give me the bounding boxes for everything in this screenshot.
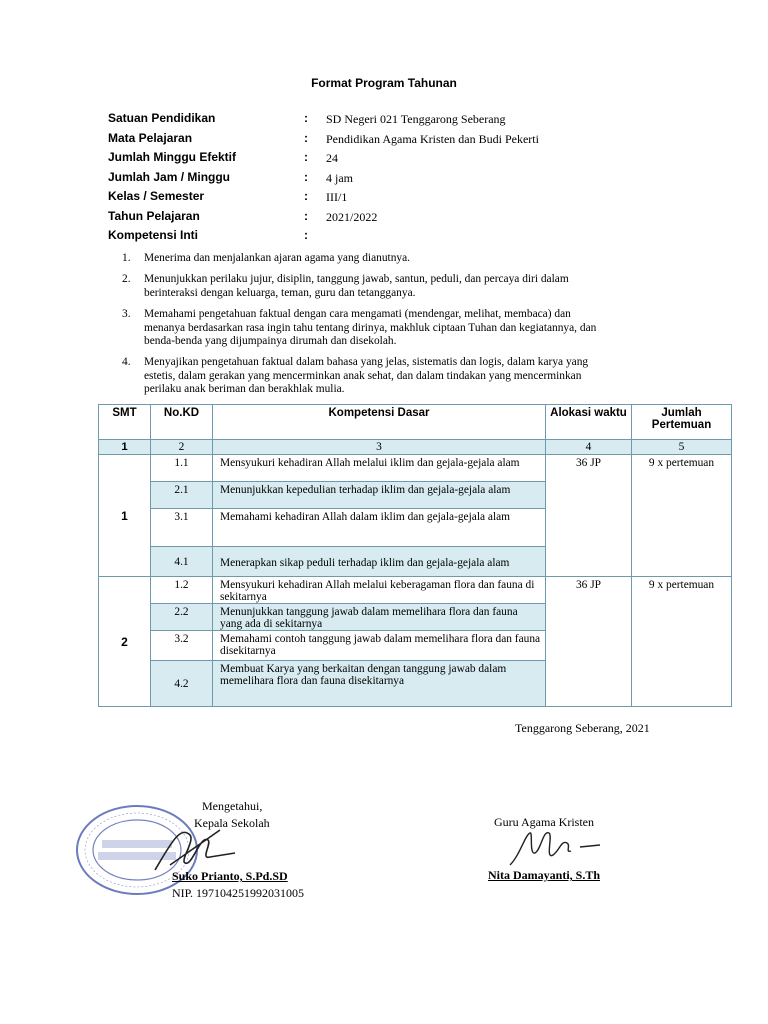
teacher-signature-block — [488, 814, 600, 884]
header-nokd: No.KD — [151, 405, 213, 440]
info-colon: : — [304, 228, 308, 242]
info-row-jam — [108, 170, 628, 190]
table-row — [99, 577, 732, 604]
kd-text: Menunjukkan tanggung jawab dalam memelihara flora dan fauna yang ada di sekitarnya — [213, 604, 546, 631]
kd-number: 3.1 — [151, 509, 213, 547]
kd-number: 3.2 — [151, 631, 213, 661]
kd-text: Memahami contoh tanggung jawab dalam memelihara flora dan fauna disekitarnya — [213, 631, 546, 661]
ki-number: 3. — [122, 308, 131, 321]
column-number-row — [99, 440, 732, 455]
kd-number: 1.1 — [151, 455, 213, 482]
ki-number: 2. — [122, 273, 131, 286]
info-value: III/1 — [326, 190, 348, 204]
info-row-satuan — [108, 111, 628, 131]
principal-signature-block — [172, 798, 304, 902]
kd-number: 2.1 — [151, 482, 213, 509]
teacher-name: Nita Damayanti, S.Th — [488, 868, 601, 882]
info-value: 24 — [326, 151, 338, 165]
info-row-tahun — [108, 209, 628, 229]
column-number: 2 — [151, 440, 213, 455]
header-kompetensi-dasar: Kompetensi Dasar — [213, 405, 546, 440]
info-label: Mata Pelajaran — [108, 130, 193, 145]
ki-item — [122, 356, 602, 396]
ki-item — [122, 273, 602, 300]
alokasi-cell: 36 JP — [546, 455, 632, 577]
column-number: 4 — [546, 440, 632, 455]
info-label: Jumlah Minggu Efektif — [108, 150, 237, 164]
header-smt: SMT — [99, 405, 151, 440]
kd-number: 4.2 — [151, 661, 213, 707]
kd-text: Mensyukuri kehadiran Allah melalui keberagaman flora dan fauna di sekitarnya — [213, 577, 546, 604]
info-colon: : — [304, 111, 308, 125]
kd-number: 4.1 — [151, 547, 213, 577]
acknowledged-label: Mengetahui, — [202, 799, 263, 813]
info-label: Tahun Pelajaran — [108, 208, 200, 223]
info-colon: : — [304, 150, 308, 164]
column-number: 5 — [632, 440, 732, 455]
table-header-row — [99, 405, 732, 440]
semester-cell: 1 — [99, 455, 151, 577]
info-colon: : — [304, 169, 308, 184]
ki-text: Menyajikan pengetahuan faktual dalam bahasa yang jelas, sistematis dan logis, dalam karya yang estetis, dalam gerakan yang mencerminkan anak sehat, dan dalam tindakan yang mencerminkan perilaku anak beriman dan berakhlak mulia. — [144, 356, 589, 396]
column-number: 1 — [99, 440, 151, 455]
column-number: 3 — [213, 440, 546, 455]
info-value: 4 jam — [326, 170, 353, 185]
header-pertemuan: Jumlah Pertemuan — [632, 405, 732, 440]
header-alokasi: Alokasi waktu — [546, 405, 632, 440]
ki-text: Menerima dan menjalankan ajaran agama yang dianutnya. — [144, 252, 410, 264]
kd-text: Menerapkan sikap peduli terhadap iklim dan gejala-gejala alam — [213, 547, 546, 577]
info-colon: : — [304, 208, 308, 223]
semester-cell: 2 — [99, 577, 151, 707]
document-title: Format Program Tahunan — [311, 76, 457, 90]
info-value: SD Negeri 021 Tenggarong Seberang — [326, 112, 506, 126]
kd-text: Membuat Karya yang berkaitan dengan tanggung jawab dalam memelihara flora dan fauna disekitarnya — [213, 661, 546, 707]
ki-item — [122, 308, 602, 348]
info-row-minggu — [108, 150, 628, 170]
kd-text: Memahami kehadiran Allah dalam iklim dan gejala-gejala alam — [213, 509, 546, 547]
pertemuan-cell: 9 x pertemuan — [632, 455, 732, 577]
ki-text: Menunjukkan perilaku jujur, disiplin, tanggung jawab, santun, peduli, dan percaya diri dalam berinteraksi dengan keluarga, teman, guru dan tetangganya. — [144, 273, 569, 299]
kompetensi-inti-list — [122, 252, 602, 405]
place-date: Tenggarong Seberang, 2021 — [515, 721, 650, 735]
info-colon: : — [304, 130, 308, 145]
kd-number: 2.2 — [151, 604, 213, 631]
info-label: Kelas / Semester — [108, 189, 205, 203]
info-value: Pendidikan Agama Kristen dan Budi Pekerti — [326, 131, 539, 146]
principal-title: Kepala Sekolah — [194, 816, 270, 830]
kd-text: Mensyukuri kehadiran Allah melalui iklim dan gejala-gejala alam — [213, 455, 546, 482]
pertemuan-cell: 9 x pertemuan — [632, 577, 732, 707]
table-row — [99, 455, 732, 482]
teacher-title: Guru Agama Kristen — [494, 815, 594, 829]
ki-number: 4. — [122, 356, 131, 369]
info-colon: : — [304, 189, 308, 203]
info-value: 2021/2022 — [326, 209, 378, 224]
info-row-kelas — [108, 189, 628, 209]
principal-nip: NIP. 197104251992031005 — [172, 886, 305, 900]
alokasi-cell: 36 JP — [546, 577, 632, 707]
info-row-ki — [108, 228, 628, 248]
info-label: Jumlah Jam / Minggu — [108, 169, 231, 184]
info-label: Satuan Pendidikan — [108, 111, 216, 125]
ki-text: Memahami pengetahuan faktual dengan cara mengamati (mendengar, melihat, membaca) dan menanya berdasarkan rasa ingin tahu tentang dirinya, makhluk ciptaan Tuhan dan kegiatannya, dan benda-benda yang dijumpainya dirumah dan disekolah. — [144, 308, 597, 348]
kd-text: Menunjukkan kepedulian terhadap iklim dan gejala-gejala alam — [213, 482, 546, 509]
kd-number: 1.2 — [151, 577, 213, 604]
identity-block — [108, 111, 628, 248]
ki-item — [122, 252, 602, 265]
kompetensi-dasar-table — [98, 404, 732, 707]
ki-number: 1. — [122, 252, 131, 264]
principal-name: Suko Prianto, S.Pd.SD — [172, 869, 288, 883]
info-label: Kompetensi Inti — [108, 228, 199, 242]
info-row-mapel — [108, 131, 628, 151]
